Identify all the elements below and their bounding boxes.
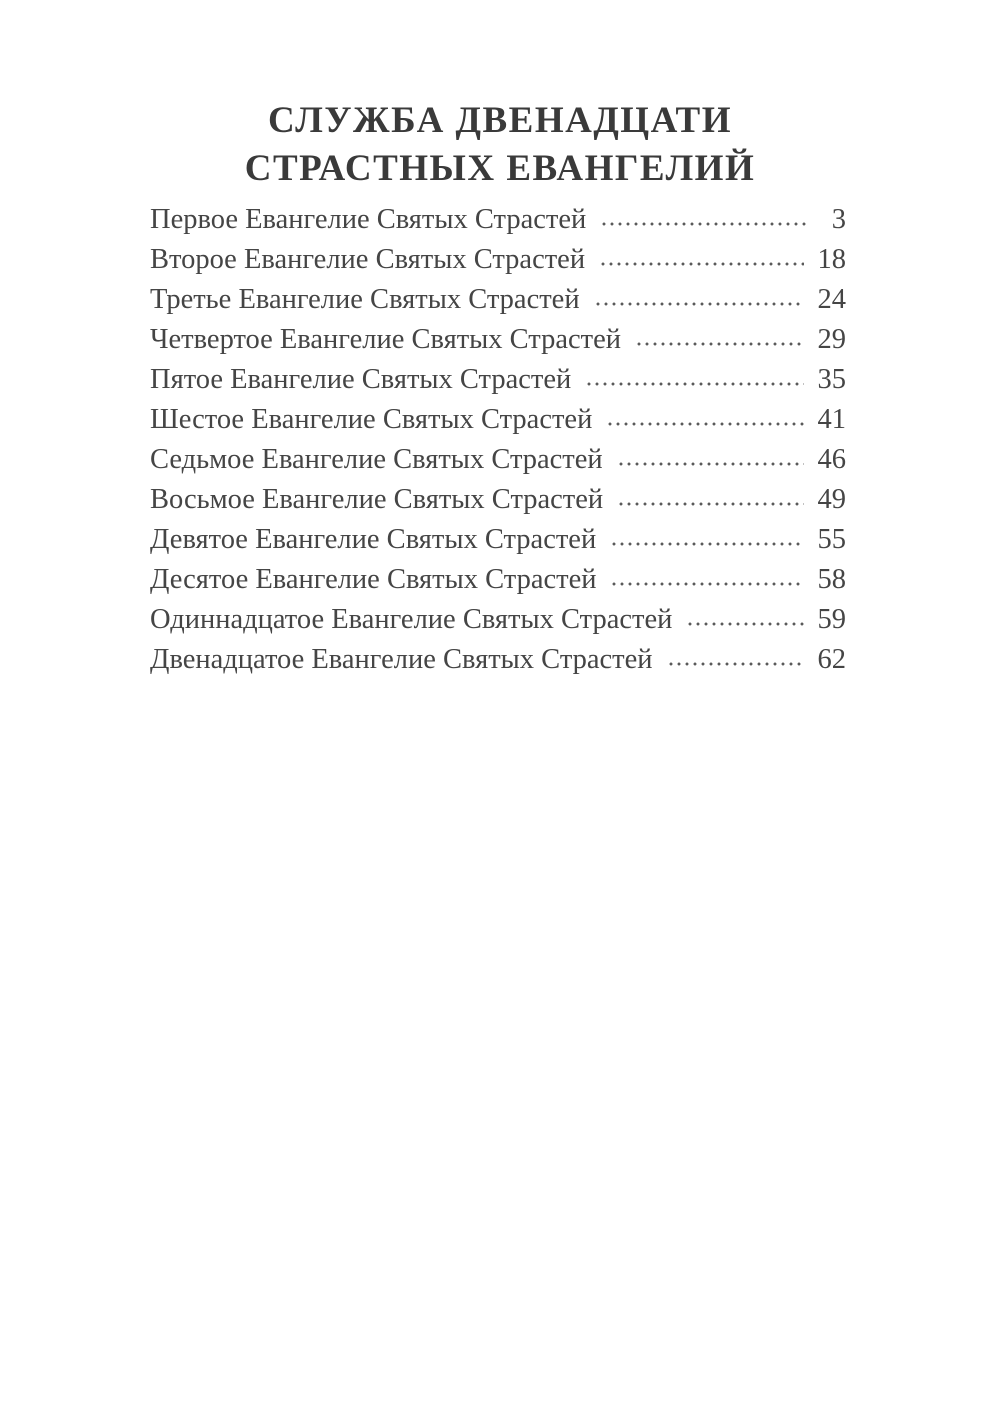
title-line-2: СТРАСТНЫХ ЕВАНГЕЛИЙ [244,147,756,189]
toc-entry-page: 3 [831,204,846,235]
toc-entry-label: Первое Евангелие Святых Страстей [150,204,587,235]
toc-entry-label: Одиннадцатое Евангелие Святых Страстей [150,604,673,635]
toc-entry[interactable] [150,400,846,440]
toc-entry[interactable] [150,440,846,480]
toc-entry-label: Двенадцатое Евангелие Святых Страстей [150,644,653,675]
toc-entry-page: 59 [817,604,846,635]
toc-entry-page: 18 [817,244,846,275]
toc-leader-dots [686,622,803,626]
toc-entry-page: 62 [817,644,846,675]
toc-leader-dots [617,502,803,506]
toc-entry[interactable] [150,560,846,600]
title-line-1: СЛУЖБА ДВЕНАДЦАТИ [267,99,733,141]
toc-entry[interactable] [150,600,846,640]
toc-entry-label: Шестое Евангелие Святых Страстей [150,404,593,435]
toc-entry-label: Десятое Евангелие Святых Страстей [150,564,597,595]
page-title [150,97,850,193]
toc-leader-dots [599,262,803,266]
toc-entry[interactable] [150,280,846,320]
toc-entry[interactable] [150,360,846,400]
toc-entry-page: 35 [817,364,846,395]
toc-entry-page: 41 [817,404,846,435]
toc-entry-page: 55 [817,524,846,555]
toc-entry-label: Третье Евангелие Святых Страстей [150,284,580,315]
toc-entry[interactable] [150,520,846,560]
toc-entry[interactable] [150,200,846,240]
toc-entry-label: Четвертое Евангелие Святых Страстей [150,324,622,355]
toc-entry-label: Девятое Евангелие Святых Страстей [150,524,597,555]
toc-leader-dots [610,542,803,546]
toc-entry[interactable] [150,640,846,680]
toc-leader-dots [585,382,803,386]
toc-entry-label: Второе Евангелие Святых Страстей [150,244,586,275]
toc-entry[interactable] [150,320,846,360]
toc-entry[interactable] [150,240,846,280]
toc-leader-dots [606,422,803,426]
toc-entry-label: Седьмое Евангелие Святых Страстей [150,444,603,475]
toc-entry-page: 49 [817,484,846,515]
table-of-contents [150,200,846,680]
toc-entry-label: Пятое Евангелие Святых Страстей [150,364,572,395]
toc-entry-label: Восьмое Евангелие Святых Страстей [150,484,604,515]
toc-leader-dots [635,342,803,346]
toc-entry[interactable] [150,480,846,520]
toc-entry-page: 24 [817,284,846,315]
toc-entry-page: 46 [817,444,846,475]
toc-entry-page: 29 [817,324,846,355]
toc-leader-dots [594,302,804,306]
toc-leader-dots [610,582,803,586]
toc-leader-dots [667,662,804,666]
toc-entry-page: 58 [817,564,846,595]
toc-leader-dots [600,222,806,226]
toc-leader-dots [617,462,804,466]
